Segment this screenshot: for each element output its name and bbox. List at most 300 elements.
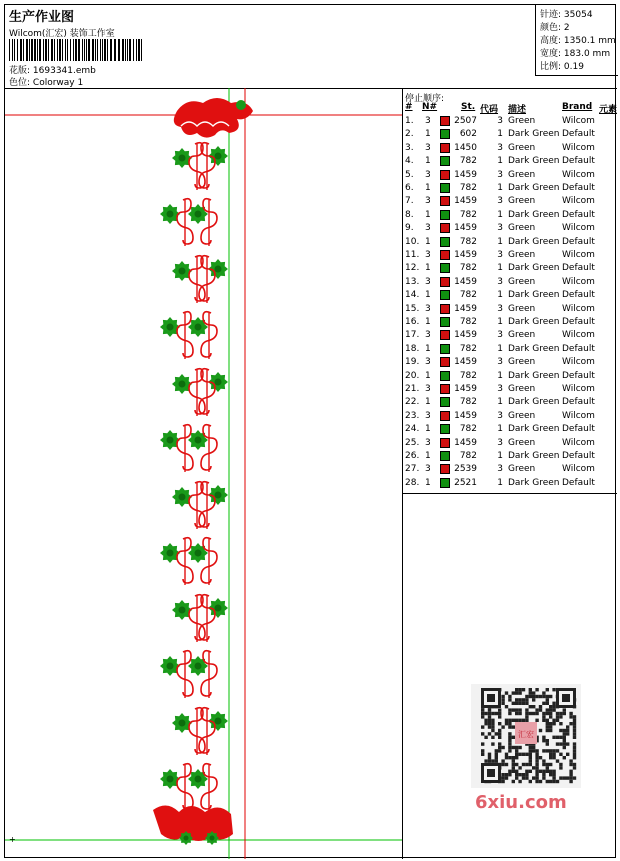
- qr-module: [559, 742, 562, 745]
- qr-module: [542, 736, 545, 739]
- table-row: [403, 249, 617, 262]
- stat-scale-label: 比例:: [540, 62, 562, 72]
- qr-module: [508, 749, 511, 752]
- qr-badge-text: 汇宏: [518, 730, 534, 739]
- qr-module: [484, 712, 487, 715]
- qr-module: [556, 780, 559, 783]
- row-description: Dark Green: [508, 183, 560, 193]
- qr-module: [563, 729, 566, 732]
- qr-module: [573, 729, 576, 732]
- flower-d-center: [195, 211, 202, 218]
- row-needle: 3: [425, 464, 431, 475]
- row-needle: 3: [425, 142, 431, 153]
- stat-colors-label: 颜色:: [540, 23, 562, 33]
- row-stitches: 782: [459, 370, 477, 381]
- row-index: 9.: [405, 223, 414, 234]
- header: [5, 5, 617, 89]
- stat-height: [540, 33, 616, 46]
- table-row: [403, 142, 617, 155]
- qr-module: [573, 753, 576, 756]
- qr-module: [481, 708, 484, 711]
- row-needle: 3: [425, 223, 431, 234]
- qr-module: [491, 729, 494, 732]
- qr-module: [515, 712, 518, 715]
- row-code: 1: [497, 183, 503, 193]
- row-brand: Wilcom: [562, 464, 595, 475]
- qr-module: [488, 753, 491, 756]
- row-stitches: 782: [459, 263, 477, 274]
- qr-module: [488, 759, 491, 762]
- table-row: [403, 289, 617, 302]
- row-brand: Wilcom: [562, 142, 595, 153]
- qr-module: [491, 759, 494, 762]
- row-index: 1.: [405, 116, 414, 126]
- qr-module: [495, 749, 498, 752]
- qr-module: [552, 749, 555, 752]
- qr-module: [505, 763, 508, 766]
- qr-module: [573, 763, 576, 766]
- qr-module: [501, 702, 504, 705]
- col-code: 代码: [480, 105, 499, 115]
- qr-module: [539, 695, 542, 698]
- row-index: 6.: [405, 183, 414, 193]
- row-code: 3: [497, 276, 503, 287]
- qr-module: [491, 742, 494, 745]
- row-brand: Default: [562, 263, 595, 274]
- qr-module: [515, 773, 518, 776]
- qr-module: [515, 753, 518, 756]
- row-stitches: 782: [459, 424, 477, 435]
- row-code: 1: [497, 236, 503, 247]
- qr-module: [508, 756, 511, 759]
- qr-module: [569, 722, 572, 725]
- row-stitches: 782: [459, 451, 477, 461]
- table-row: [403, 437, 617, 450]
- qr-module: [573, 756, 576, 759]
- color-swatch: [440, 210, 450, 220]
- color-swatch: [440, 384, 450, 394]
- color-swatch: [440, 357, 450, 367]
- color-swatch: [440, 183, 450, 193]
- qr-module: [484, 736, 487, 739]
- qr-module: [563, 732, 566, 735]
- qr-module: [549, 695, 552, 698]
- row-brand: Wilcom: [562, 330, 595, 341]
- qr-module: [563, 746, 566, 749]
- qr-module: [559, 722, 562, 725]
- qr-module: [491, 725, 494, 728]
- row-description: Dark Green: [508, 209, 560, 220]
- qr-module: [488, 732, 491, 735]
- row-stitches: 1459: [454, 303, 477, 314]
- row-stitches: 1459: [454, 410, 477, 421]
- table-divider: [403, 493, 617, 494]
- qr-module: [559, 766, 562, 769]
- qr-module: [505, 776, 508, 779]
- color-swatch: [440, 116, 450, 126]
- row-code: 1: [497, 209, 503, 220]
- qr-module: [556, 759, 559, 762]
- row-needle: 3: [425, 250, 431, 260]
- qr-module: [522, 773, 525, 776]
- qr-module: [556, 749, 559, 752]
- qr-module: [518, 766, 521, 769]
- qr-module: [508, 719, 511, 722]
- row-needle: 1: [425, 317, 431, 327]
- table-row: [403, 370, 617, 383]
- qr-module: [542, 773, 545, 776]
- qr-module: [542, 702, 545, 705]
- flower-d-center: [195, 663, 202, 670]
- qr-module: [556, 742, 559, 745]
- qr-module: [546, 770, 549, 773]
- qr-module: [529, 688, 532, 691]
- flower-a-center: [179, 155, 186, 162]
- qr-module: [566, 776, 569, 779]
- row-stitches: 1459: [454, 437, 477, 448]
- row-brand: Wilcom: [562, 116, 595, 126]
- qr-module: [546, 688, 549, 691]
- stat-width-value: 183.0 mm: [563, 49, 611, 59]
- qr-finder-core: [487, 694, 495, 702]
- row-needle: 1: [425, 477, 431, 488]
- color-swatch: [440, 464, 450, 474]
- qr-module: [552, 708, 555, 711]
- qr-module: [515, 688, 518, 691]
- qr-module: [566, 725, 569, 728]
- qr-module: [508, 736, 511, 739]
- qr-module: [505, 773, 508, 776]
- qr-module: [552, 770, 555, 773]
- qr-module: [546, 742, 549, 745]
- qr-module: [573, 732, 576, 735]
- table-row: [403, 356, 617, 369]
- color-swatch: [440, 478, 450, 488]
- top-crown-leaf: [236, 100, 246, 110]
- flower-d-center: [195, 776, 202, 783]
- row-index: 12.: [405, 263, 420, 274]
- qr-module: [569, 763, 572, 766]
- row-index: 11.: [405, 250, 420, 260]
- qr-module: [549, 780, 552, 783]
- color-swatch: [440, 317, 450, 327]
- qr-module: [508, 742, 511, 745]
- qr-module: [563, 776, 566, 779]
- row-needle: 1: [425, 451, 431, 461]
- row-description: Green: [508, 330, 536, 341]
- qr-module: [539, 780, 542, 783]
- qr-module: [515, 763, 518, 766]
- qr-module: [518, 719, 521, 722]
- row-code: 3: [497, 410, 503, 421]
- qr-module: [481, 712, 484, 715]
- embroidery-preview: [5, 88, 402, 859]
- row-code: 3: [497, 464, 503, 475]
- row-code: 3: [497, 250, 503, 260]
- row-brand: Default: [562, 451, 595, 461]
- qr-module: [515, 702, 518, 705]
- qr-module: [498, 742, 501, 745]
- row-stitches: 1450: [454, 142, 477, 153]
- row-description: Dark Green: [508, 156, 560, 167]
- row-code: 1: [497, 451, 503, 461]
- qr-module: [515, 746, 518, 749]
- qr-module: [488, 722, 491, 725]
- qr-module: [525, 698, 528, 701]
- row-brand: Wilcom: [562, 303, 595, 314]
- qr-module: [505, 756, 508, 759]
- qr-module: [515, 698, 518, 701]
- qr-module: [525, 763, 528, 766]
- qr-module: [569, 759, 572, 762]
- row-stitches: 782: [459, 397, 477, 408]
- row-code: 3: [497, 437, 503, 448]
- row-needle: 1: [425, 236, 431, 247]
- qr-module: [552, 688, 555, 691]
- row-stitches: 1459: [454, 357, 477, 368]
- qr-module: [498, 746, 501, 749]
- row-description: Green: [508, 223, 536, 234]
- qr-module: [549, 753, 552, 756]
- qr-module: [546, 739, 549, 742]
- row-description: Dark Green: [508, 451, 560, 461]
- qr-module: [501, 698, 504, 701]
- qr-module: [542, 739, 545, 742]
- row-index: 18.: [405, 343, 420, 354]
- qr-module: [542, 749, 545, 752]
- qr-code: [471, 684, 581, 788]
- row-description: Dark Green: [508, 290, 560, 301]
- qr-module: [501, 776, 504, 779]
- row-brand: Wilcom: [562, 276, 595, 287]
- row-description: Green: [508, 142, 536, 153]
- qr-module: [529, 759, 532, 762]
- row-needle: 1: [425, 424, 431, 435]
- qr-module: [563, 756, 566, 759]
- row-index: 13.: [405, 276, 420, 287]
- row-code: 1: [497, 317, 503, 327]
- qr-module: [563, 742, 566, 745]
- flower-d-center: [195, 437, 202, 444]
- row-stitches: 1459: [454, 276, 477, 287]
- qr-module: [505, 753, 508, 756]
- qr-module: [559, 736, 562, 739]
- row-needle: 3: [425, 410, 431, 421]
- row-description: Green: [508, 410, 536, 421]
- bottom-crown: [153, 805, 233, 841]
- qr-module: [529, 746, 532, 749]
- row-brand: Default: [562, 156, 595, 167]
- qr-module: [552, 722, 555, 725]
- row-stitches: 1459: [454, 169, 477, 180]
- row-index: 21.: [405, 384, 420, 394]
- row-needle: 1: [425, 290, 431, 301]
- worksheet-frame: [4, 4, 616, 858]
- qr-module: [532, 776, 535, 779]
- stat-colors: [540, 20, 570, 33]
- row-needle: 1: [425, 209, 431, 220]
- qr-module: [549, 749, 552, 752]
- flower-c-center: [167, 663, 174, 670]
- qr-module: [512, 756, 515, 759]
- qr-module: [481, 742, 484, 745]
- qr-module: [512, 763, 515, 766]
- qr-module: [525, 770, 528, 773]
- row-index: 3.: [405, 142, 414, 153]
- qr-module: [484, 759, 487, 762]
- qr-module: [532, 705, 535, 708]
- qr-module: [491, 722, 494, 725]
- stat-stitches: [540, 7, 593, 20]
- row-stitches: 1459: [454, 250, 477, 260]
- row-needle: 1: [425, 263, 431, 274]
- qr-module: [549, 722, 552, 725]
- row-brand: Wilcom: [562, 250, 595, 260]
- row-description: Dark Green: [508, 424, 560, 435]
- qr-module: [512, 759, 515, 762]
- qr-module: [559, 763, 562, 766]
- color-swatch: [440, 344, 450, 354]
- qr-module: [508, 746, 511, 749]
- qr-module: [552, 736, 555, 739]
- flower-a-center: [179, 494, 186, 501]
- design-file-value: 1693341.emb: [32, 66, 96, 76]
- row-index: 24.: [405, 424, 420, 435]
- qr-module: [563, 739, 566, 742]
- row-brand: Wilcom: [562, 169, 595, 180]
- qr-module: [508, 698, 511, 701]
- row-index: 22.: [405, 397, 420, 408]
- qr-module: [498, 749, 501, 752]
- flower-c-center: [167, 324, 174, 331]
- qr-module: [552, 756, 555, 759]
- row-code: 3: [497, 142, 503, 153]
- qr-module: [539, 729, 542, 732]
- qr-module: [549, 705, 552, 708]
- qr-module: [542, 691, 545, 694]
- qr-module: [546, 698, 549, 701]
- row-stitches: 782: [459, 156, 477, 167]
- row-index: 28.: [405, 477, 420, 488]
- qr-module: [525, 712, 528, 715]
- watermark-text: 6xiu.com: [475, 792, 567, 813]
- color-swatch: [440, 156, 450, 166]
- row-needle: 3: [425, 437, 431, 448]
- qr-finder-core: [487, 769, 495, 777]
- qr-module: [535, 759, 538, 762]
- table-row: [403, 169, 617, 182]
- qr-module: [573, 722, 576, 725]
- qr-module: [518, 773, 521, 776]
- qr-module: [481, 732, 484, 735]
- qr-module: [508, 773, 511, 776]
- qr-module: [508, 712, 511, 715]
- qr-module: [539, 770, 542, 773]
- qr-module: [556, 715, 559, 718]
- qr-module: [488, 719, 491, 722]
- row-code: 3: [497, 223, 503, 234]
- stat-height-label: 高度:: [540, 36, 562, 46]
- origin-mark: +: [9, 835, 16, 844]
- qr-module: [535, 780, 538, 783]
- qr-module: [566, 753, 569, 756]
- qr-module: [491, 736, 494, 739]
- table-row: [403, 383, 617, 396]
- row-index: 5.: [405, 169, 414, 180]
- stat-width-label: 宽度:: [540, 49, 562, 59]
- qr-module: [515, 691, 518, 694]
- qr-module: [508, 770, 511, 773]
- col-brand: Brand: [562, 102, 593, 112]
- row-needle: 3: [425, 303, 431, 314]
- qr-finder-core: [562, 694, 570, 702]
- stat-height-value: 1350.1 mm: [563, 36, 616, 46]
- color-swatch: [440, 170, 450, 180]
- qr-module: [498, 736, 501, 739]
- row-index: 15.: [405, 303, 420, 314]
- qr-module: [535, 766, 538, 769]
- col-index: #: [405, 102, 413, 112]
- qr-module: [532, 746, 535, 749]
- qr-module: [546, 725, 549, 728]
- qr-module: [535, 756, 538, 759]
- qr-module: [505, 705, 508, 708]
- flower-b-center: [215, 718, 222, 725]
- qr-module: [495, 732, 498, 735]
- row-description: Dark Green: [508, 370, 560, 381]
- studio-name: Wilcom(汇宏) 装饰工作室: [9, 29, 115, 39]
- qr-module: [546, 722, 549, 725]
- table-row: [403, 222, 617, 235]
- row-description: Green: [508, 437, 536, 448]
- qr-module: [542, 770, 545, 773]
- qr-module: [495, 753, 498, 756]
- qr-module: [549, 729, 552, 732]
- qr-module: [546, 729, 549, 732]
- qr-module: [569, 712, 572, 715]
- colorway-value: Colorway 1: [32, 78, 84, 88]
- color-swatch: [440, 250, 450, 260]
- qr-module: [546, 695, 549, 698]
- qr-module: [481, 749, 484, 752]
- color-swatch: [440, 129, 450, 139]
- qr-module: [532, 691, 535, 694]
- qr-module: [508, 725, 511, 728]
- qr-module: [508, 695, 511, 698]
- qr-module: [529, 763, 532, 766]
- col-needle: N#: [422, 102, 438, 112]
- row-description: Dark Green: [508, 263, 560, 274]
- flower-b-center: [215, 153, 222, 160]
- row-needle: 3: [425, 196, 431, 207]
- qr-module: [518, 708, 521, 711]
- row-index: 4.: [405, 156, 414, 167]
- table-row: [403, 155, 617, 168]
- row-brand: Wilcom: [562, 357, 595, 368]
- flower-d-center: [195, 324, 202, 331]
- qr-module: [546, 780, 549, 783]
- qr-module: [563, 712, 566, 715]
- qr-module: [542, 719, 545, 722]
- qr-module: [549, 712, 552, 715]
- qr-module: [563, 736, 566, 739]
- row-index: 8.: [405, 209, 414, 220]
- qr-module: [515, 776, 518, 779]
- row-code: 1: [497, 424, 503, 435]
- qr-module: [556, 736, 559, 739]
- qr-module: [552, 719, 555, 722]
- qr-module: [498, 722, 501, 725]
